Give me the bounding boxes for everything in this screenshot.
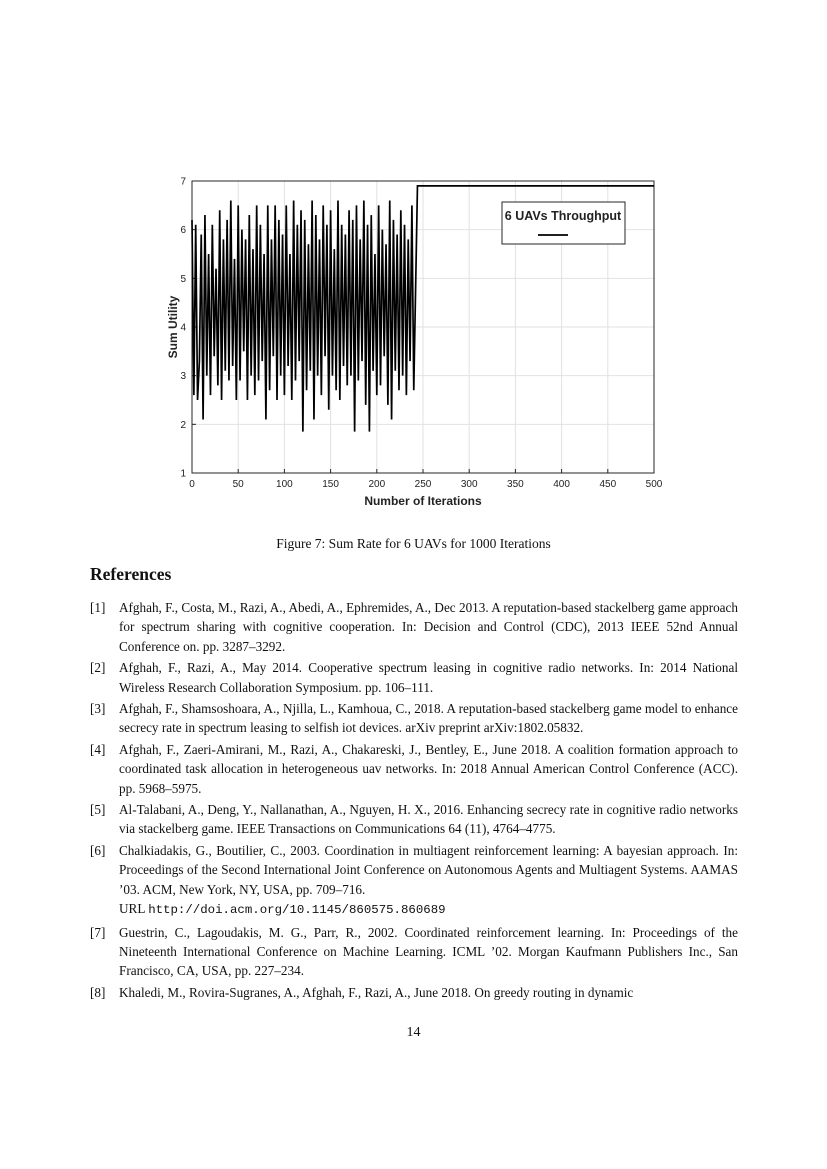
x-tick-label: 200	[368, 479, 386, 490]
reference-item	[90, 658, 738, 697]
references-heading: References	[90, 564, 172, 584]
x-tick-label: 450	[599, 479, 617, 490]
reference-text: Afghah, F., Razi, A., May 2014. Cooperative spectrum leasing in cognitive radio networks. In: 2014 National Wireless Research Collaboration Symposium. pp. 106–111.	[119, 660, 738, 695]
reference-text: Chalkiadakis, G., Boutilier, C., 2003. Coordination in multiagent reinforcement learning: A bayesian approach. In: Proceedings of the Second International Joint Conference on Autonomous Agents and Multiagent Systems. AAMAS ’03. ACM, New York, NY, USA, pp. 709–716.	[119, 842, 738, 897]
x-tick-label: 250	[414, 479, 432, 490]
legend-label: 6 UAVs Throughput	[504, 209, 622, 223]
y-tick-label: 5	[180, 273, 186, 285]
x-tick-label: 150	[322, 479, 339, 490]
x-tick-label: 350	[507, 479, 524, 490]
y-tick-label: 1	[180, 468, 186, 480]
reference-url-link[interactable]: http://doi.acm.org/10.1145/860575.860689	[148, 903, 446, 918]
page-number: 14	[406, 1025, 421, 1040]
reference-text: Khaledi, M., Rovira-Sugranes, A., Afghah, F., Razi, A., June 2018. On greedy routing in dynamic	[119, 984, 634, 1000]
y-tick-label: 2	[180, 419, 186, 431]
reference-url-label: URL	[119, 901, 145, 917]
reference-item	[90, 699, 738, 738]
reference-item	[90, 800, 738, 839]
x-tick-label: 0	[189, 479, 195, 490]
sum-utility-chart	[160, 168, 670, 513]
x-tick-label: 100	[276, 479, 293, 490]
x-tick-label: 300	[460, 479, 478, 490]
reference-number: [4]	[90, 741, 106, 757]
reference-number: [6]	[90, 842, 106, 858]
reference-item	[90, 740, 738, 798]
reference-number: [3]	[90, 701, 106, 717]
y-tick-label: 3	[180, 371, 186, 383]
reference-number: [5]	[90, 802, 106, 818]
x-tick-label: 500	[645, 479, 663, 490]
reference-item	[90, 983, 738, 1002]
reference-text: Afghah, F., Shamsoshoara, A., Njilla, L., Kamhoua, C., 2018. A reputation-based stackelberg game model to enhance secrecy rate in spectrum leasing to selfish iot devices. arXiv preprint arXiv:1802.05832.	[119, 701, 738, 736]
y-tick-label: 6	[180, 225, 186, 237]
chart-legend	[502, 202, 625, 244]
figure-caption: Figure 7: Sum Rate for 6 UAVs for 1000 Iterations	[276, 536, 551, 551]
reference-number: [1]	[90, 600, 106, 615]
reference-item	[90, 923, 738, 981]
reference-text: Afghah, F., Zaeri-Amirani, M., Razi, A., Chakareski, J., Bentley, E., June 2018. A coalition formation approach to coordinated task allocation in heterogeneous uav networks. In: 2018 Annual American Control Conference (ACC). pp. 5968–5975.	[119, 741, 738, 796]
y-axis-label: Sum Utility	[166, 295, 180, 359]
y-tick-label: 7	[180, 176, 186, 188]
x-tick-label: 50	[232, 479, 244, 490]
reference-number: [7]	[90, 924, 106, 940]
reference-text: Al-Talabani, A., Deng, Y., Nallanathan, A., Nguyen, H. X., 2016. Enhancing secrecy rate in cognitive radio networks via stackelberg game. IEEE Transactions on Communications 64 (11), 4764–4775.	[119, 802, 738, 837]
reference-number: [2]	[90, 660, 106, 676]
x-tick-label: 400	[553, 479, 570, 490]
y-tick-label: 4	[180, 322, 186, 334]
reference-item	[90, 841, 738, 921]
reference-item	[90, 598, 738, 656]
references-list	[90, 598, 738, 1004]
reference-text: Afghah, F., Costa, M., Razi, A., Abedi, A., Ephremides, A., Dec 2013. A reputation-based stackelberg game approach for spectrum sharing with cognitive cooperation. In: Decision and Control (CDC), 2013 IEEE 52nd Annual Conference on. pp. 3287–3292.	[119, 600, 738, 654]
x-axis-label: Number of Iterations	[364, 494, 482, 508]
reference-number: [8]	[90, 984, 106, 1000]
reference-text: Guestrin, C., Lagoudakis, M. G., Parr, R., 2002. Coordinated reinforcement learning. In: Proceedings of the Nineteenth International Conference on Machine Learning. ICML ’02. Morgan Kaufmann Publishers Inc., San Francisco, CA, USA, pp. 227–234.	[119, 924, 738, 979]
